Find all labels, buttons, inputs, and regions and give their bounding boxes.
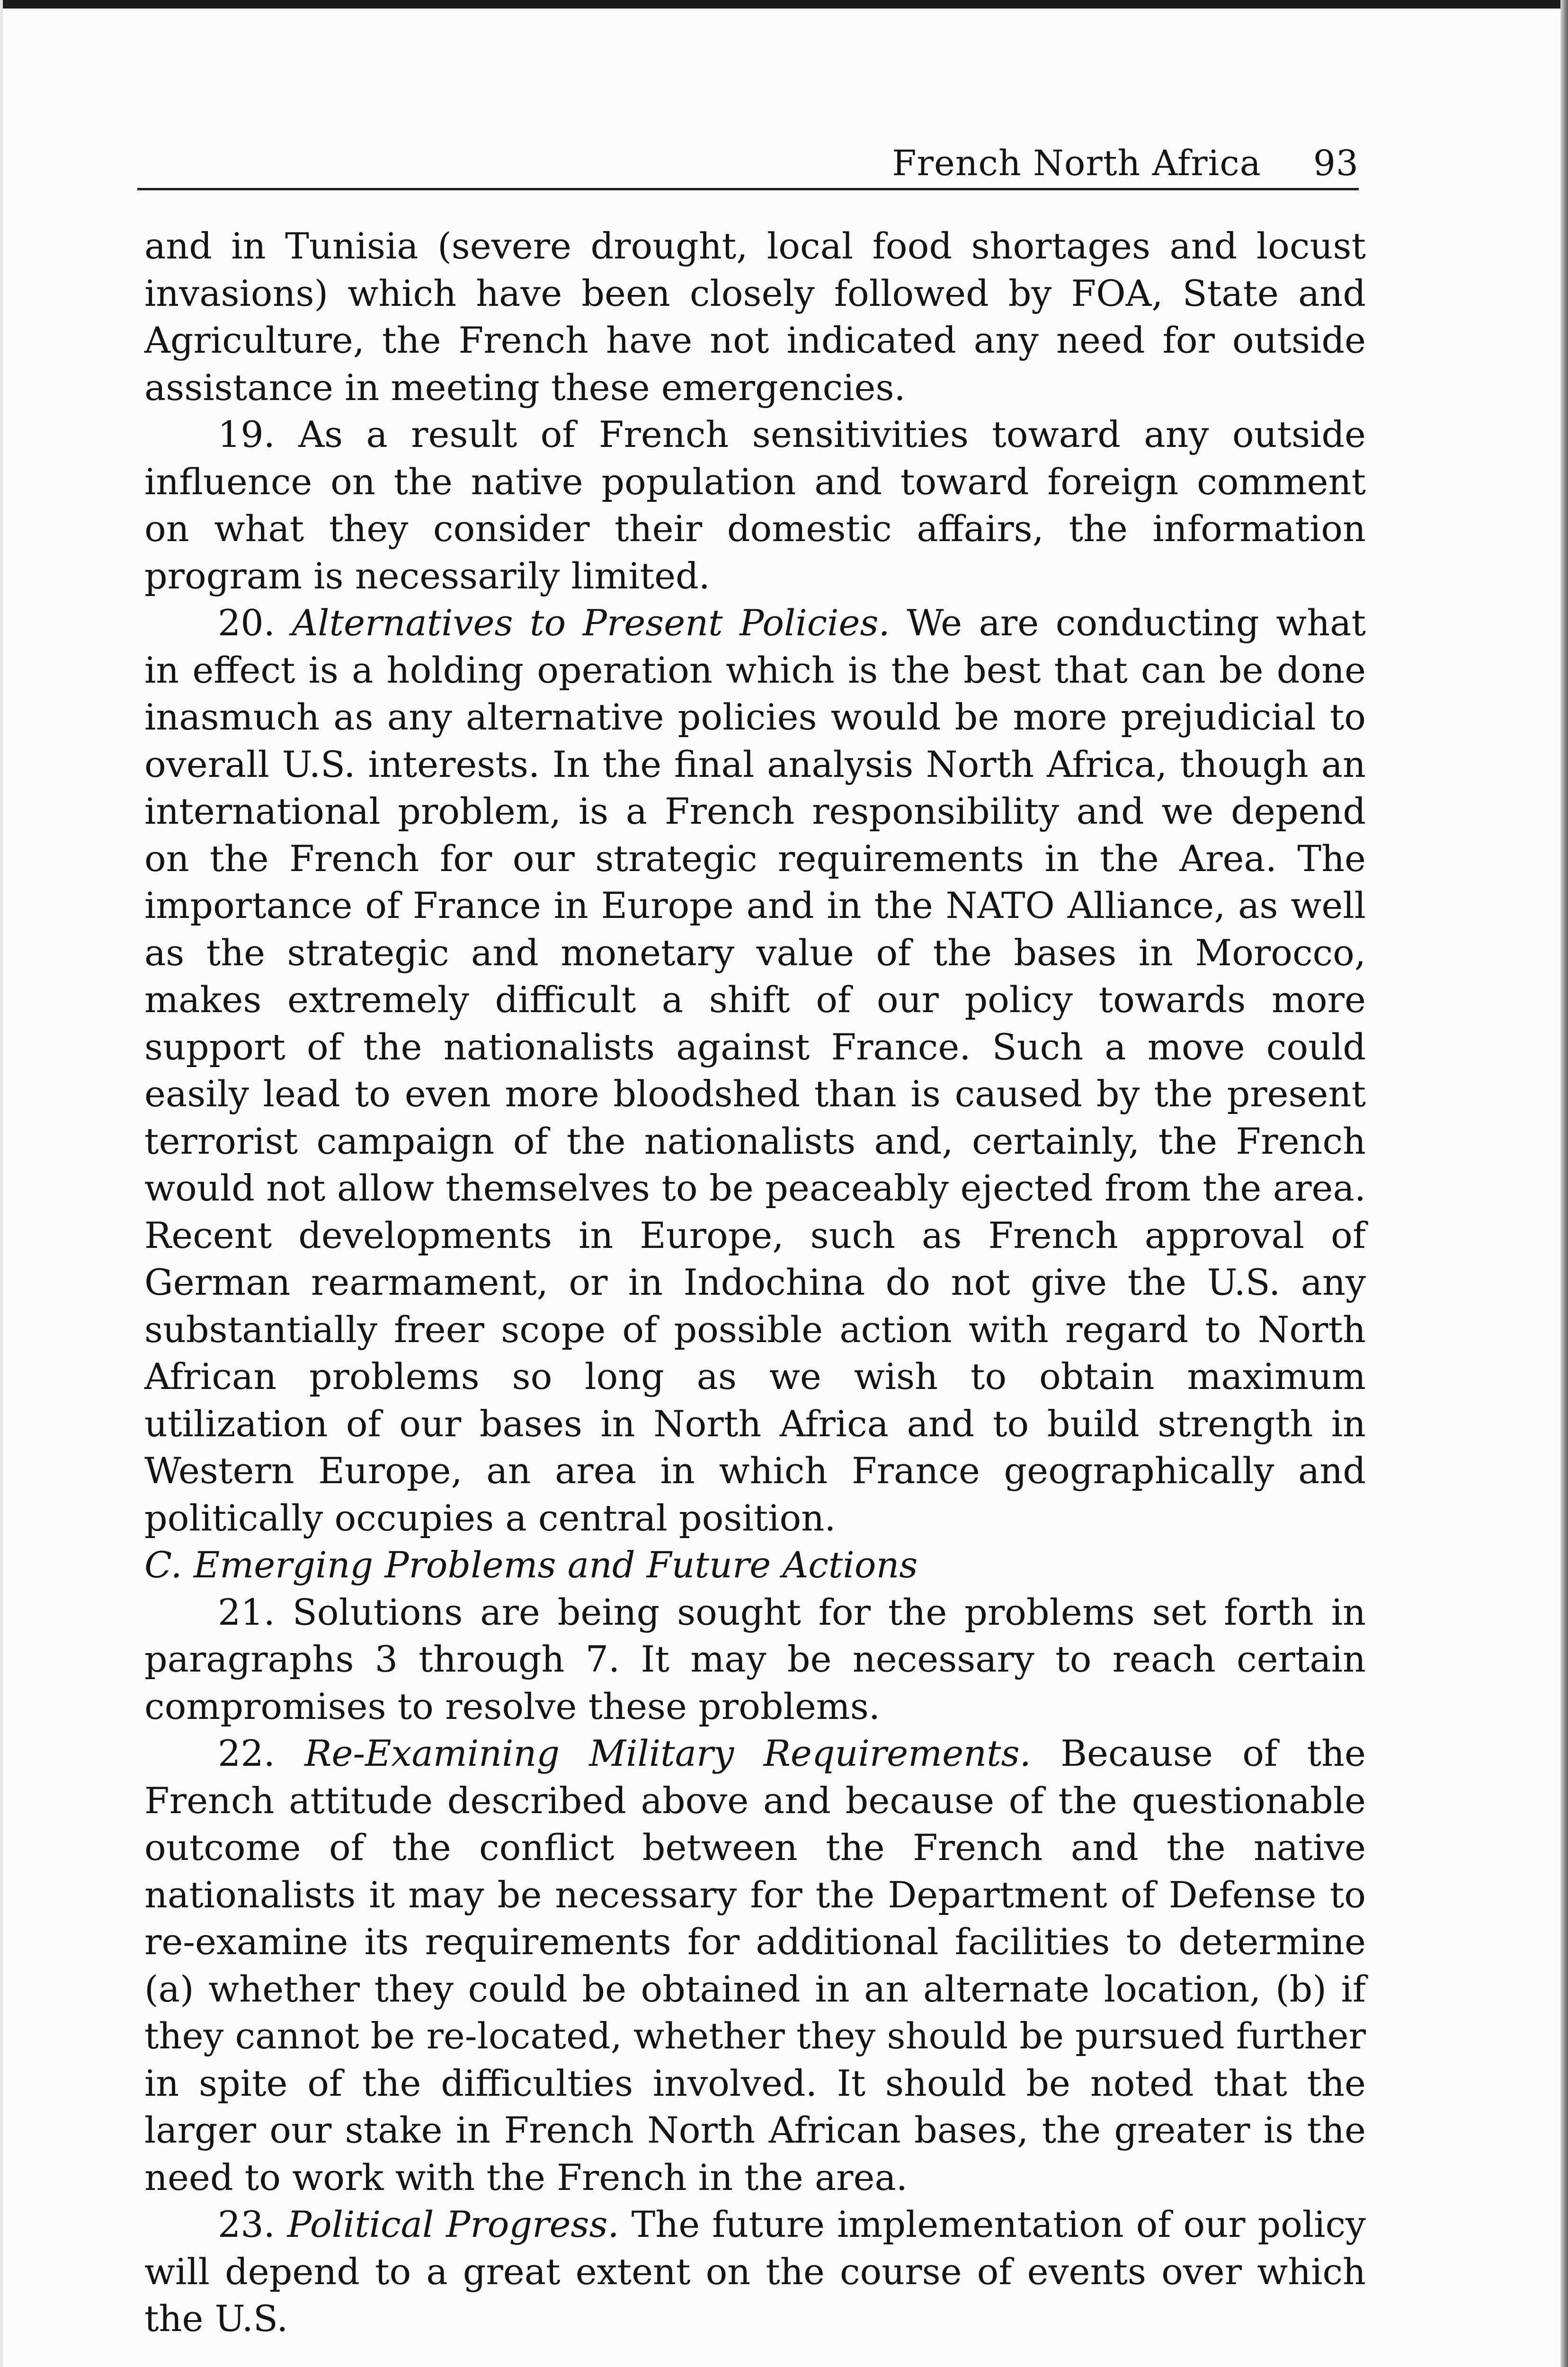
paragraph-23 xyxy=(144,2201,1366,2342)
paragraph-22-text: Because of the French attitude described above and because of the questionable outcome of the conflict between the French and the native nationalists it may be necessary for the Department of Defense to re-examine its requirements for additional facilities to determine (a) whether they could be obtained in an alternate location, (b) if they cannot be re-located, whether they should be pursued further in spite of the difficulties involved. It should be noted that the larger our stake in French North African bases, the greater is the need to work with the French in the area. xyxy=(144,1732,1366,2198)
paragraph-continued: and in Tunisia (severe drought, local food shortages and locust invasions) which have been closely followed by FOA, State and Agriculture, the French have not indicated any need for outside assistance in meeting these emergencies. xyxy=(144,225,1366,409)
paragraph-20 xyxy=(144,599,1366,1541)
scan-right-edge xyxy=(1560,0,1568,2367)
paragraph-20-title: Alternatives to Present Policies. xyxy=(292,602,890,644)
body-text xyxy=(144,222,1366,2342)
header-rule xyxy=(137,188,1359,190)
paragraph-20-text: We are conducting what in effect is a holding operation which is the best that can be done inasmuch as any alternative policies would be more prejudicial to overall U.S. interests. In the final analysis North Africa, though an international problem, is a French responsibility and we depend on the French for our strategic requirements in the Area. The importance of France in Europe and in the NATO Alliance, as well as the strategic and monetary value of the bases in Morocco, makes extremely difficult a shift of our policy towards more support of the nationalists against France. Such a move could easily lead to even more bloodshed than is caused by the present terrorist campaign of the nationalists and, certainly, the French would not allow themselves to be peaceably ejected from the area. Recent developments in Europe, such as French approval of German rearmament, or in Indochina do not give the U.S. any substantially freer scope of possible action with regard to North African problems so long as we wish to obtain maximum utilization of our bases in North Africa and to build strength in Western Europe, an area in which France geographically and politically occupies a central position. xyxy=(144,602,1366,1539)
paragraph-23-title: Political Progress. xyxy=(287,2203,619,2245)
paragraph-23-text: The future implementation of our policy will depend to a great extent on the course of events over which the U.S. xyxy=(144,2203,1366,2340)
paragraph-23-number: 23. xyxy=(218,2203,275,2245)
scan-top-edge xyxy=(0,0,1568,9)
running-title: French North Africa xyxy=(892,143,1261,184)
running-head xyxy=(137,140,1359,187)
paragraph-20-number: 20. xyxy=(218,602,275,644)
paragraph-22-number: 22. xyxy=(218,1732,275,1774)
paragraph-21: 21. Solutions are being sought for the problems set forth in paragraphs 3 through 7. It may be necessary to reach certain compromises to resolve these problems. xyxy=(144,1591,1366,1727)
paragraph-22 xyxy=(144,1730,1366,2201)
scan-left-edge xyxy=(0,0,3,2367)
paragraph-22-title: Re-Examining Military Requirements. xyxy=(304,1732,1031,1774)
page-number: 93 xyxy=(1313,143,1359,184)
section-heading-c: C. Emerging Problems and Future Actions xyxy=(144,1544,918,1586)
paragraph-19: 19. As a result of French sensitivities toward any outside influence on the native population and toward foreign comment on what they consider their domestic affairs, the information program is necessarily limited. xyxy=(144,413,1366,597)
